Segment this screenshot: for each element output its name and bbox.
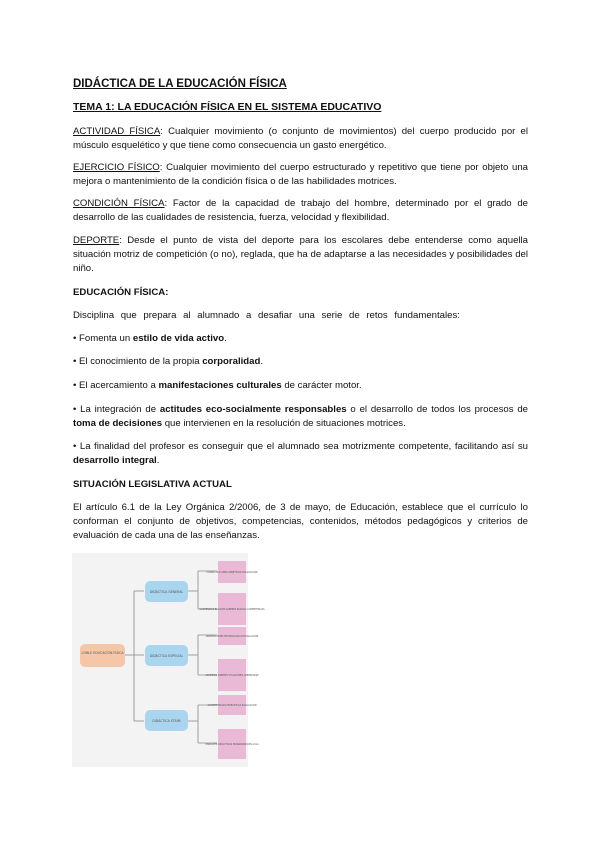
diagram-branch-label: DIDÁCTICA GENERAL (149, 590, 184, 594)
bullet-item (73, 332, 528, 346)
legal-heading: SITUACIÓN LEGISLATIVA ACTUAL (73, 479, 232, 490)
bullet-bold: toma de decisiones (73, 418, 163, 429)
curriculum-diagram (72, 553, 265, 767)
diagram-root-node (80, 644, 125, 667)
document-title: DIDÁCTICA DE LA EDUCACIÓN FÍSICA (73, 78, 287, 90)
definition-term: EJERCICIO FÍSICO (73, 162, 160, 173)
definition-text: : Desde el punto de vista del deporte para los escolares debe entenderse como aquella situación motriz de competición (o no), reglada, que ha de adaptarse a las necesidades y posibilidades del niño. (73, 235, 528, 274)
legal-paragraph: El artículo 6.1 de la Ley Orgánica 2/2006, de 3 de mayo, de Educación, establece que el currículo lo conforman el conjunto de objetivos, competencias, contenidos, métodos pedagógicos y criterios de evaluación de cada una de las enseñanzas. (73, 502, 528, 541)
diagram-branch-label: DIDÁCTICA ESPECIAL (149, 654, 184, 658)
diagram-leaf-label: UNIDADES DIDÁCTICAS PROGRAMACIÓN AULA (205, 743, 259, 746)
ef-intro: Disciplina que prepara al alumnado a desafiar una serie de retos fundamentales: (73, 310, 460, 321)
diagram-leaf-label: ORIENTACIONES METODOLÓGICAS EVALUACIÓN (205, 635, 259, 638)
bullet-text: • El conocimiento de la propia (73, 356, 203, 367)
bullet-text: • El acercamiento a (73, 380, 159, 391)
bullet-item (73, 440, 528, 468)
diagram-svg (72, 553, 265, 767)
definition-text: : Factor de la capacidad de trabajo del hombre, determinado por el grado de desarrollo de las cualidades de resistencia, fuerza, velocidad y flexibilidad. (73, 198, 528, 223)
bullet-bold: desarrollo integral (73, 455, 157, 466)
definition-text: : Cualquier movimiento del cuerpo estructurado y repetitivo que tiene por objeto una mejora o mantenimiento de la condición física o de las habilidades motrices. (73, 162, 528, 187)
diagram-leaf-label: CRITERIOS SABERES SITUACIONES APRENDIZAJE (205, 674, 259, 677)
bullet-bold: estilo de vida activo (132, 333, 225, 344)
bullet-text: . (260, 356, 263, 367)
bullet-bold: manifestaciones culturales (158, 380, 282, 391)
bullet-item (73, 379, 528, 393)
definition-ejercicio-fisico (73, 161, 528, 189)
definition-deporte (73, 234, 528, 276)
topic-title: TEMA 1: LA EDUCACIÓN FÍSICA EN EL SISTEMA EDUCATIVO (73, 101, 382, 113)
ef-heading: EDUCACIÓN FÍSICA: (73, 287, 169, 298)
diagram-leaf-label: CONTENIDOS BLOQUES SABERES BÁSICOS COMPETENCIAS (199, 608, 265, 611)
bullet-item (73, 355, 528, 369)
definition-term: ACTIVIDAD FÍSICA (73, 126, 161, 137)
definition-term: CONDICIÓN FÍSICA (73, 198, 165, 209)
bullet-bold: actitudes eco-socialmente responsables (159, 404, 347, 415)
definition-condicion-fisica (73, 197, 528, 225)
definition-text: : Cualquier movimiento (o conjunto de movimientos) del cuerpo producido por el músculo esquelético y que tiene como consecuencia un gasto energético. (73, 126, 528, 151)
bullet-item (73, 403, 528, 431)
diagram-leaf-label: COMPETENCIAS ESPECÍFICAS EVALUACIÓN (207, 704, 257, 707)
bullet-text: o el desarrollo de todos los procesos de (346, 404, 528, 415)
bullet-text: • Fomenta un (73, 333, 133, 344)
bullet-text: . (224, 333, 227, 344)
bullet-text: • La finalidad del profesor es conseguir que el alumnado sea motrizmente competente, facilitando así su (73, 441, 528, 452)
diagram-branch-label: DIDÁCTICA ETAPA (152, 719, 181, 723)
bullet-text: . (156, 455, 160, 466)
diagram-leaf-label: CURRÍCULO ÁREA OBJETIVOS EVALUACIÓN (206, 571, 258, 574)
diagram-root-label: LOMLE EDUCACIÓN FÍSICA (81, 651, 124, 655)
definition-term: DEPORTE (73, 235, 120, 246)
bullet-text: • La integración de (73, 404, 160, 415)
bullet-text: de carácter motor. (281, 380, 362, 391)
definition-actividad-fisica (73, 125, 528, 153)
bullet-text: que intervienen en la resolución de situaciones motrices. (162, 418, 406, 429)
bullet-bold: corporalidad (202, 356, 261, 367)
